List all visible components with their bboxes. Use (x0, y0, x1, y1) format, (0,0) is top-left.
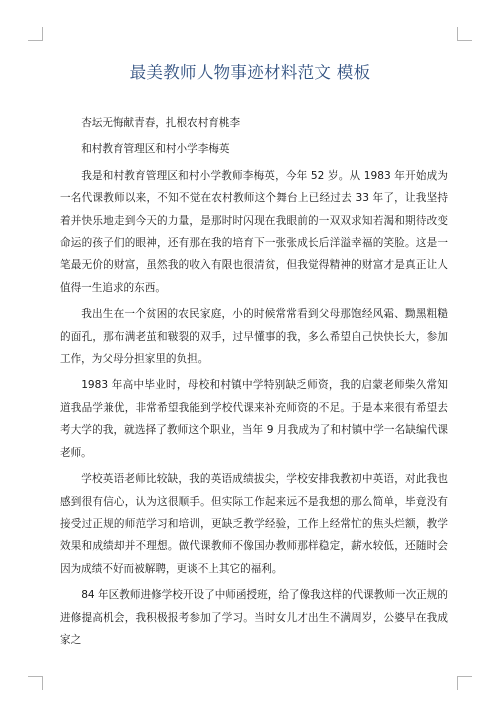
body-paragraph: 1983 年高中毕业时，母校和村镇中学特别缺乏师资，我的启蒙老师柴久常知道我品学兼优，非常希望我能到学校代课来补充师资的不足。于是本来很有希望去考大学的我，就选择了教师这个职业，当年 9 月我成为了和村镇中学一名缺编代课老师。 (60, 379, 448, 459)
body-paragraph: 我出生在一个贫困的农民家庭，小的时候常常看到父母那饱经风霜、黝黑粗糙的面孔，那布满老茧和皲裂的双手，过早懂事的我，多么希望自己快快长大，参加工作，为父母分担家里的负担。 (60, 308, 448, 366)
document-body (60, 112, 448, 651)
body-paragraph: 学校英语老师比较缺，我的英语成绩拔尖，学校安排我教初中英语，对此我也感到很有信心，认为这很顺手。但实际工作起来远不是我想的那么简单，毕竟没有接受过正规的师范学习和培训，更缺乏教学经验，工作上经常忙的焦头烂额，教学效果和成绩却并不理想。做代课教师不像国办教师那样稳定，薪水较低，还随时会因为成绩不好而被解聘，更谈不上其它的福利。 (60, 473, 448, 575)
body-paragraph: 我是和村教育管理区和村小学教师李梅英，今年 52 岁。从 1983 年开始成为一名代课教师以来，不知不觉在农村教师这个舞台上已经过去 33 年了，让我坚持着并快乐地走到今天的力量，是那时时闪现在我眼前的一双双求知若渴和期待改变命运的孩子们的眼神，还有那在我的培育下一张张成长后洋溢幸福的笑脸。这是一笔最无价的财富，虽然我的收入有限也很清贫，但我觉得精神的财富才是真正让人值得一生追求的东西。 (60, 169, 448, 294)
crop-mark-bottom-right-h (458, 676, 472, 677)
crop-mark-bottom-right-v (457, 676, 458, 690)
crop-mark-top-right-h (458, 40, 472, 41)
crop-mark-top-right-v (457, 27, 458, 41)
crop-mark-top-left-h (28, 40, 42, 41)
document-title: 最美教师人物事迹材料范文 模板 (129, 63, 371, 82)
body-paragraph: 84 年区教师进修学校开设了中师函授班，给了像我这样的代课教师一次正规的进修提高机会，我积极报考参加了学习。当时女儿才出生不满周岁，公婆早在我成家之 (60, 589, 448, 646)
crop-mark-top-left-v (42, 27, 43, 41)
crop-mark-bottom-left-v (42, 676, 43, 690)
crop-mark-bottom-left-h (28, 676, 42, 677)
author-paragraph: 和村教育管理区和村小学李梅英 (81, 143, 230, 156)
subtitle-paragraph: 杏坛无悔献青春，扎根农村育桃李 (81, 117, 241, 129)
